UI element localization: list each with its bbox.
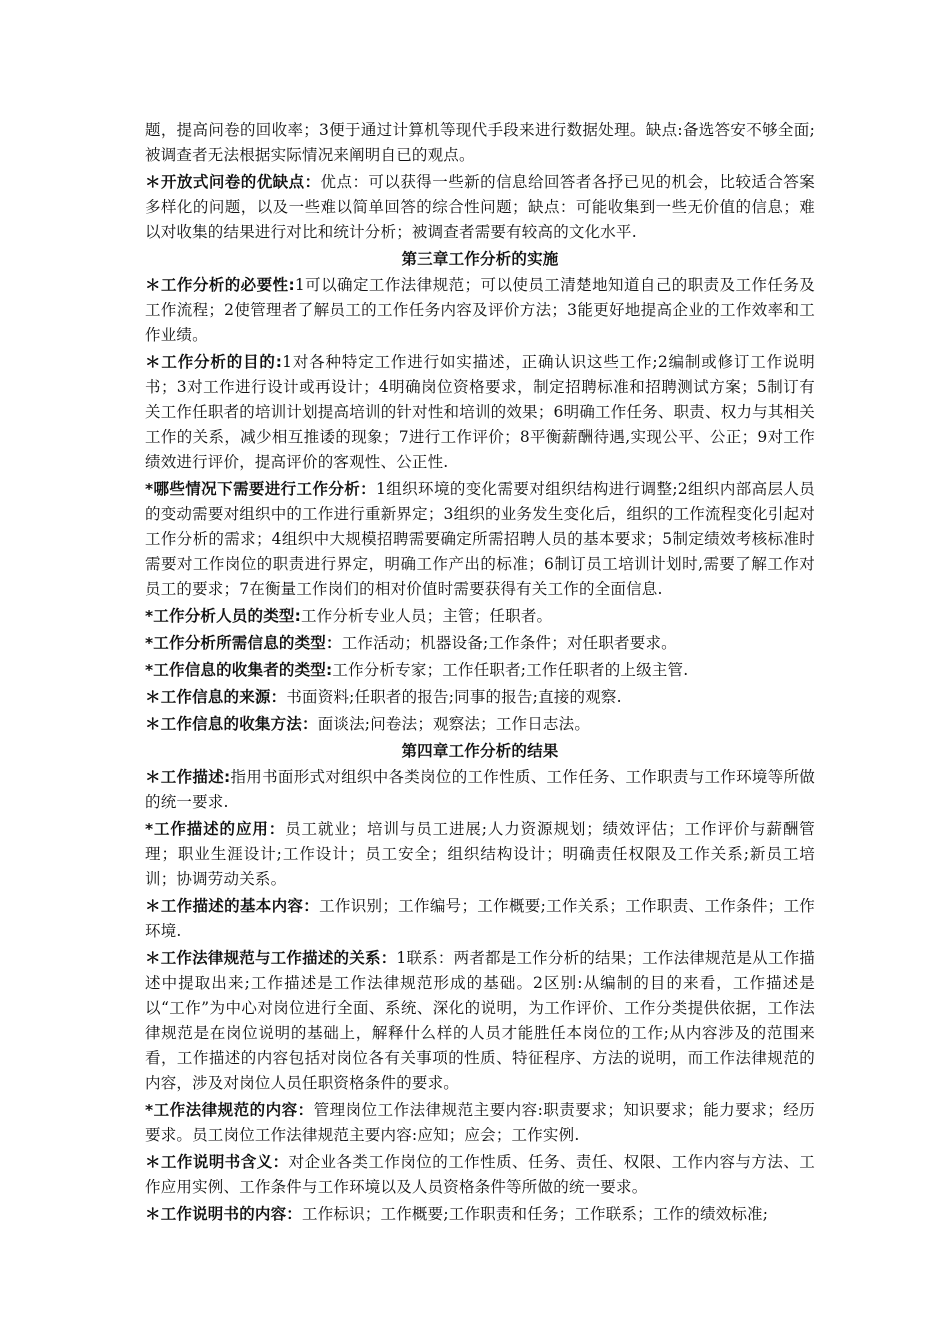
term-label: ＊工作分析的必要性: <box>145 276 295 294</box>
paragraph-purpose <box>145 350 815 475</box>
paragraph-body: 1对各种特定工作进行如实描述，正确认识这些工作;2编制或修订工作说明书；3对工作进行设计或再设计；4明确岗位资格要求，制定招聘标准和招聘测试方案；5制订有关工作任职者的培训计划提高培训的针对性和培训的效果；6明确工作任务、职责、权力与其相关工作的关系，减少相互推诿的现象；7进行工作评价；8平衡薪酬待遇,实现公平、公正；9对工作绩效进行评价，提高评价的客观性、公正性. <box>145 353 816 471</box>
paragraph-spec-vs-description <box>145 946 815 1096</box>
paragraph-analyst-types <box>145 604 815 629</box>
paragraph-manual-definition <box>145 1150 815 1200</box>
chapter-heading: 第三章工作分析的实施 <box>401 250 559 268</box>
term-label: ＊工作信息的收集方法： <box>145 715 318 733</box>
term-label: *哪些情况下需要进行工作分析： <box>145 480 377 498</box>
term-label: *工作法律规范的内容： <box>145 1101 314 1119</box>
paragraph-description-applications <box>145 817 815 892</box>
paragraph-body: 工作分析专业人员；主管；任职者。 <box>301 607 553 625</box>
paragraph-collection-methods <box>145 712 815 737</box>
document-page <box>145 118 815 1229</box>
term-label: ＊工作信息的来源： <box>145 688 287 706</box>
term-label: *工作信息的收集者的类型: <box>145 661 333 679</box>
paragraph-body: 优点：可以获得一些新的信息给回答者各抒已见的机会，比较适合答案多样化的问题，以及一些难以简单回答的综合性问题；缺点：可能收集到一些无价值的信息；难以对收集的结果进行对比和统计分析；被调查者需要有较高的文化水平. <box>145 173 816 241</box>
paragraph-body: 指用书面形式对组织中各类岗位的工作性质、工作任务、工作职责与工作环境等所做的统一要求. <box>145 768 815 811</box>
paragraph-spec-contents <box>145 1098 815 1148</box>
paragraph-body: 管理岗位工作法律规范主要内容:职责要求；知识要求；能力要求；经历要求。员工岗位工作法律规范主要内容:应知；应会；工作实例. <box>145 1101 816 1144</box>
paragraph-manual-contents <box>145 1202 815 1227</box>
term-label: *工作分析人员的类型: <box>145 607 302 625</box>
term-label: *工作分析所需信息的类型： <box>145 634 342 652</box>
paragraph-body: 1可以确定工作法律规范；可以使员工清楚地知道自己的职责及工作任务及工作流程；2使管理者了解员工的工作任务内容及评价方法；3能更好地提高企业的工作效率和工作业绩。 <box>145 276 815 344</box>
term-label: *工作描述的应用： <box>145 820 286 838</box>
paragraph-body: 面谈法;问卷法；观察法；工作日志法。 <box>317 715 591 733</box>
term-label: ＊工作分析的目的: <box>145 353 283 371</box>
paragraph-info-types <box>145 631 815 656</box>
paragraph-when-needed <box>145 477 815 602</box>
paragraph-body: 题，提高问卷的回收率；3便于通过计算机等现代手段来进行数据处理。缺点:备选答安不够全面;被调查者无法根据实际情况来阐明自已的观点。 <box>145 121 815 164</box>
paragraph-body: 工作活动；机器设备;工作条件；对任职者要求。 <box>341 634 677 652</box>
term-label: ＊工作描述的基本内容： <box>145 897 320 915</box>
paragraph-info-sources <box>145 685 815 710</box>
term-label: ＊工作说明书的内容： <box>145 1205 303 1223</box>
paragraph-body: 1联系：两者都是工作分析的结果；工作法律规范是从工作描述中提取出来;工作描述是工作法律规范形成的基础。2区别:从编制的目的来看，工作描述是以“工作”为中心对岗位进行全面、系统、深化的说明，为工作评价、工作分类提供依据，工作法律规范是在岗位说明的基础上，解释什么样的人员才能胜任本岗位的工作;从内容涉及的范围来看，工作描述的内容包括对岗位各有关事项的性质、特征程序、方法的说明，而工作法律规范的内容，涉及对岗位人员任职资格条件的要求。 <box>145 949 815 1092</box>
chapter-heading: 第四章工作分析的结果 <box>401 742 559 760</box>
paragraph-job-description <box>145 765 815 815</box>
paragraph-collector-types <box>145 658 815 683</box>
paragraph-description-contents <box>145 894 815 944</box>
paragraph-open-questionnaire <box>145 170 815 245</box>
term-label: ＊工作法律规范与工作描述的关系： <box>145 949 397 967</box>
paragraph-body: 工作识别；工作编号；工作概要;工作关系；工作职责、工作条件；工作环境. <box>145 897 816 940</box>
paragraph-body: 1组织环境的变化需要对组织结构进行调整;2组织内部高层人员的变动需要对组织中的工作进行重新界定；3组织的业务发生变化后，组织的工作流程变化引起对工作分析的需求；4组织中大规模招聘需要确定所需招聘人员的基本要求；5制定绩效考核标准时需要对工作岗位的职责进行界定，明确工作产出的标准；6制订员工培训计划时,需要了解工作对员工的要求；7在衡量工作岗们的相对价值时需要获得有关工作的全面信息. <box>145 480 815 598</box>
paragraph-body: 对企业各类工作岗位的工作性质、任务、责任、权限、工作内容与方法、工作应用实例、工作条件与工作环境以及人员资格条件等所做的统一要求。 <box>145 1153 815 1196</box>
paragraph-necessity <box>145 273 815 348</box>
paragraph-body: 书面资料;任职者的报告;同事的报告;直接的观察. <box>286 688 622 706</box>
paragraph-questionnaire-continued <box>145 118 815 168</box>
term-label: ＊工作描述: <box>145 768 231 786</box>
paragraph-body: 工作分析专家；工作任职者;工作任职者的上级主管. <box>332 661 689 679</box>
paragraph-body: 员工就业；培训与员工进展;人力资源规划；绩效评估；工作评价与薪酬管理；职业生涯设计;工作设计；员工安全；组织结构设计；明确责任权限及工作关系;新员工培训；协调劳动关系。 <box>145 820 815 888</box>
paragraph-body: 工作标识；工作概要;工作职责和任务；工作联系；工作的绩效标准; <box>302 1205 769 1223</box>
term-label: ＊开放式问卷的优缺点： <box>145 173 321 191</box>
term-label: ＊工作说明书含义： <box>145 1153 289 1171</box>
